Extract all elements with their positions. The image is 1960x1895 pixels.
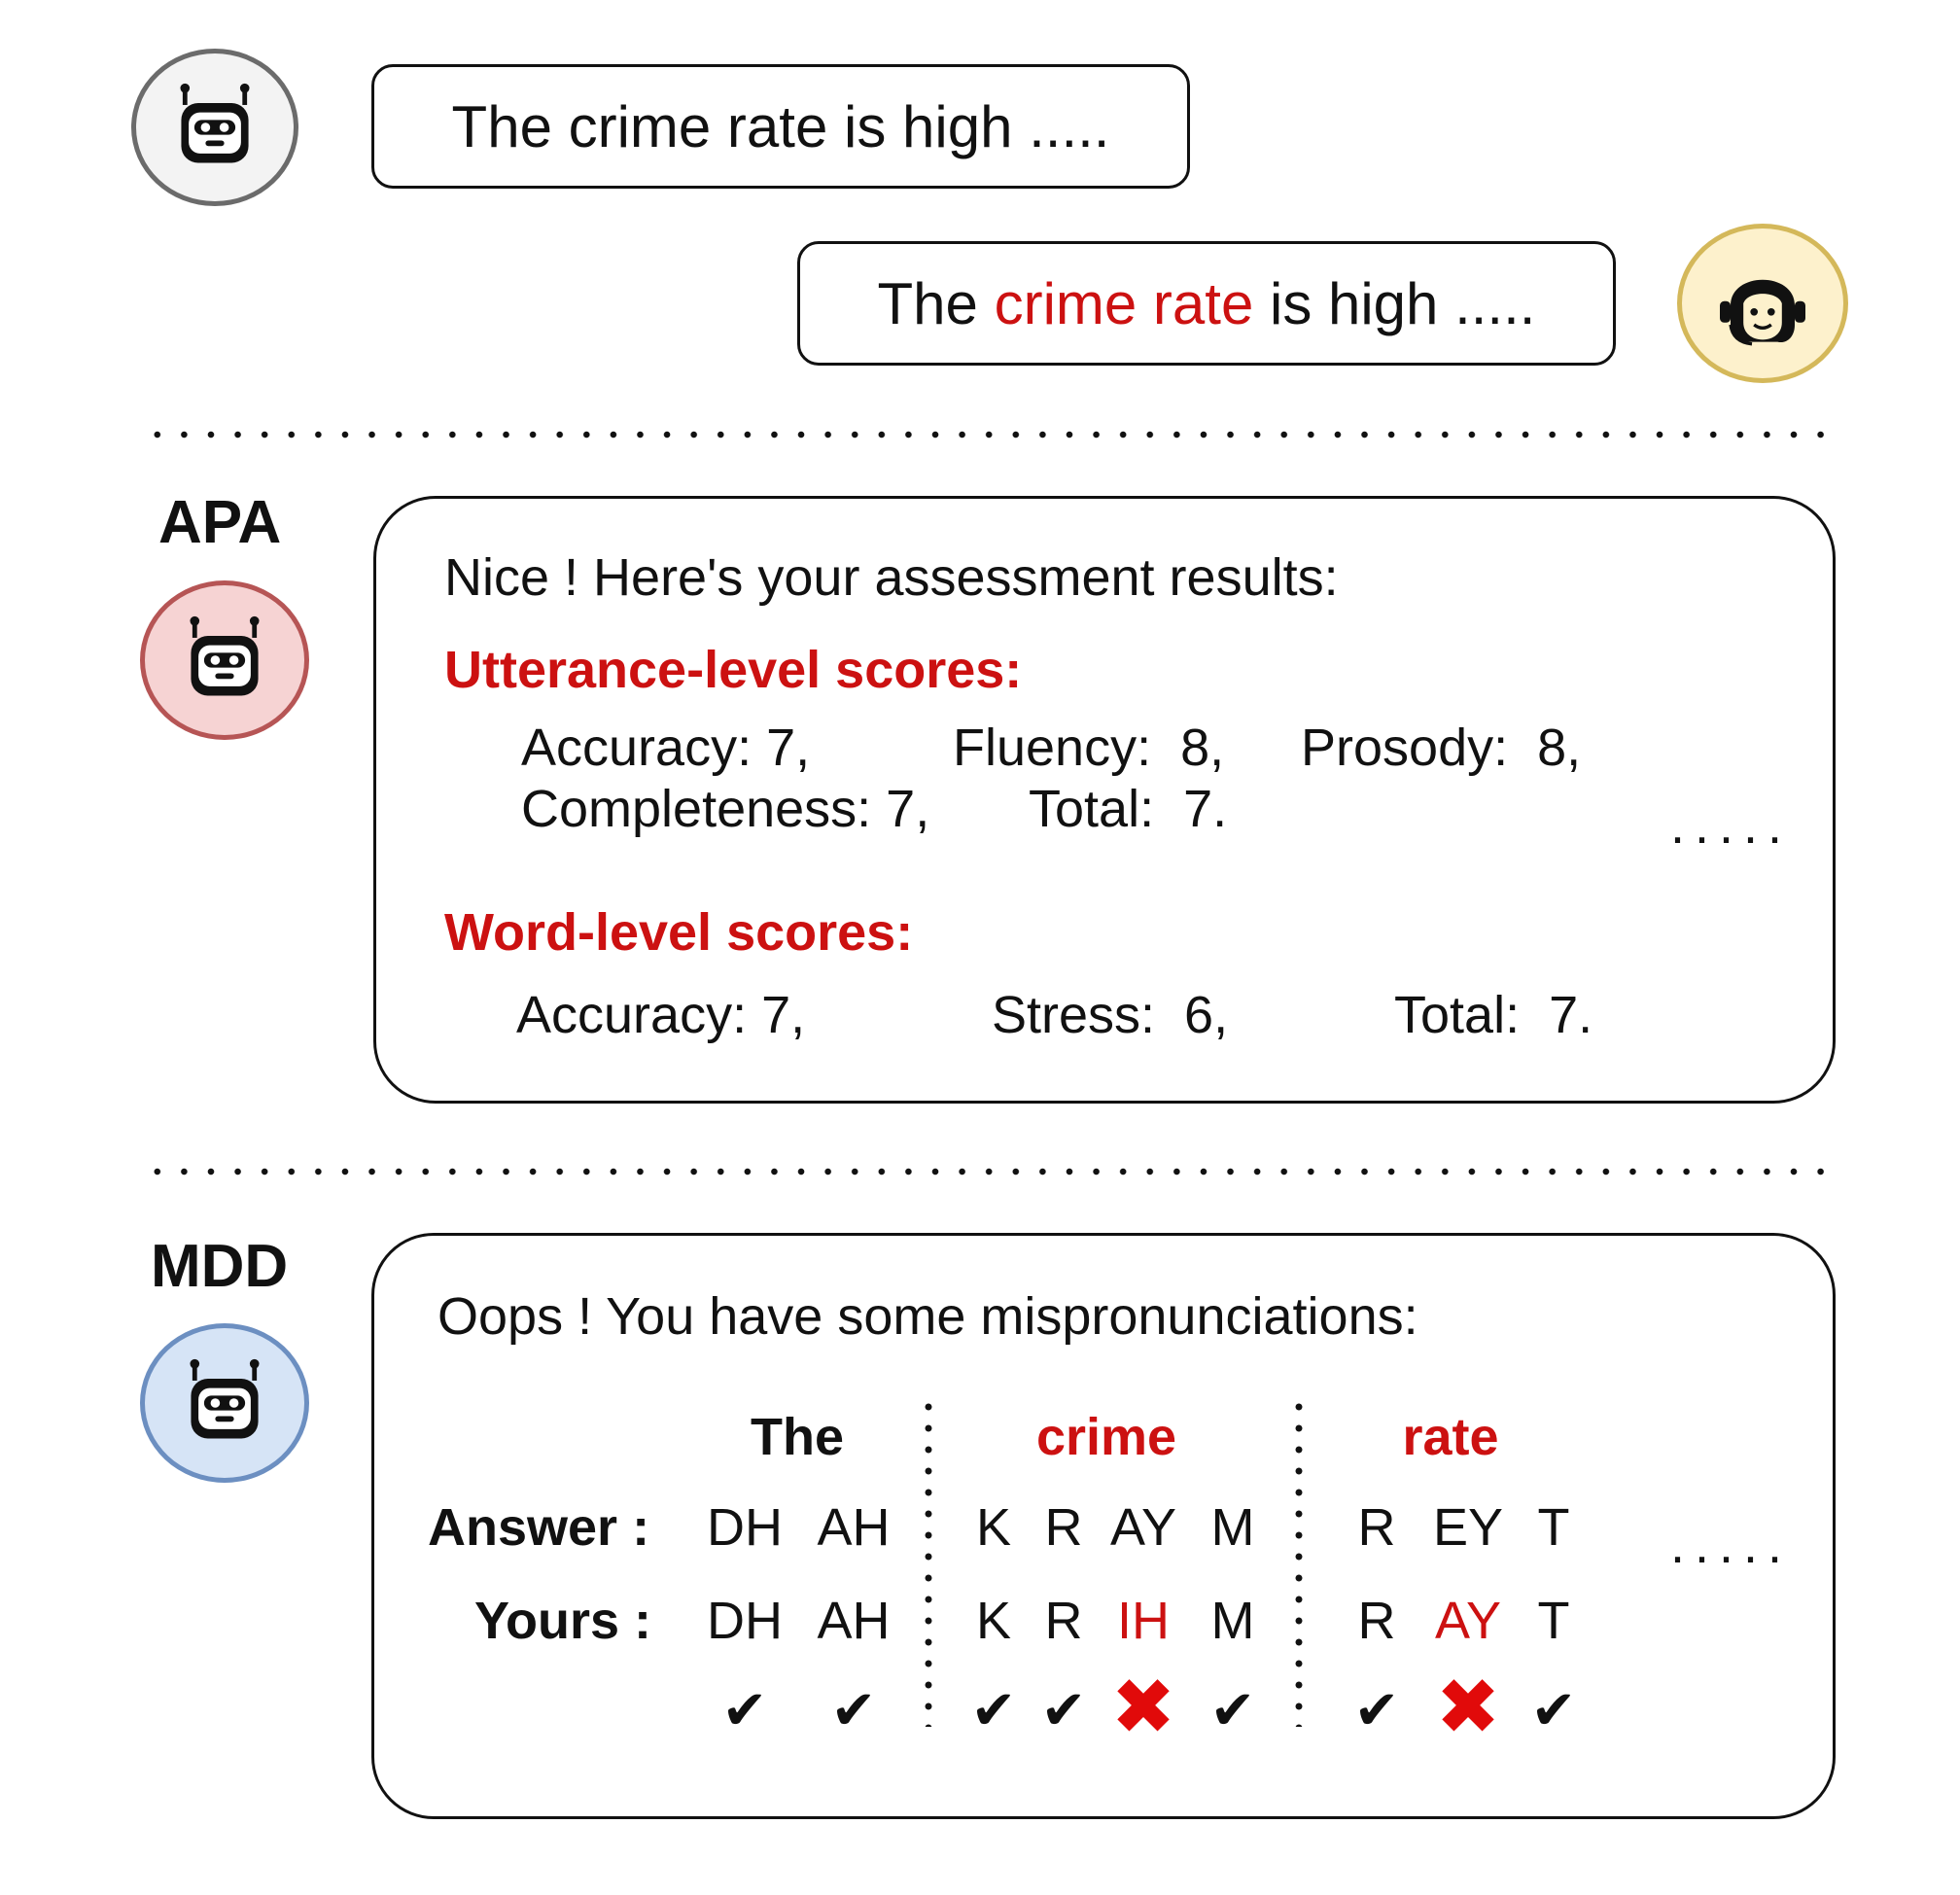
robot-icon [168, 81, 262, 174]
check-icon: ✔ [970, 1679, 1017, 1740]
utterance-total: Total: 7. [1029, 780, 1228, 838]
utterance-completeness: Completeness: 7, [521, 780, 930, 838]
word-total: Total: 7. [1394, 986, 1593, 1044]
your-phoneme: K [975, 1592, 1012, 1650]
mdd-row-label-yours: Yours : [474, 1592, 652, 1650]
answer-phoneme: R [1044, 1498, 1083, 1557]
mdd-more-ellipsis: ..... [1670, 1516, 1793, 1574]
answer-phoneme: AH [817, 1498, 891, 1557]
answer-phoneme: T [1537, 1498, 1570, 1557]
cross-icon: ✖ [1435, 1664, 1501, 1750]
mdd-label: MDD [151, 1233, 289, 1300]
user-headset-icon [1709, 250, 1816, 357]
utterance-more-ellipsis: ..... [1670, 796, 1793, 855]
mdd-word-crime: crime [1035, 1408, 1177, 1466]
user-message-bubble [797, 241, 1616, 366]
user-message-highlight: crime rate [994, 270, 1254, 336]
answer-phoneme: AY [1109, 1498, 1177, 1557]
your-phoneme: T [1537, 1592, 1570, 1650]
section-divider [144, 1168, 1832, 1176]
your-phoneme: DH [707, 1592, 783, 1650]
robot-icon [178, 1356, 271, 1450]
mdd-word-rate: rate [1402, 1408, 1499, 1466]
mdd-bot-avatar [140, 1323, 309, 1483]
user-message-suffix: is high ..... [1253, 270, 1536, 336]
answer-phoneme: R [1357, 1498, 1396, 1557]
answer-phoneme: DH [707, 1498, 783, 1557]
apa-intro-text: Nice ! Here's your assessment results: [444, 548, 1339, 607]
bot-message-bubble [371, 64, 1190, 189]
your-phoneme: AY [1434, 1592, 1502, 1650]
answer-phoneme: M [1210, 1498, 1255, 1557]
word-column-divider [1295, 1396, 1303, 1727]
cross-icon: ✖ [1110, 1664, 1176, 1750]
word-level-heading: Word-level scores: [444, 903, 914, 962]
your-phoneme: R [1357, 1592, 1396, 1650]
your-phoneme: M [1210, 1592, 1255, 1650]
your-phoneme: R [1044, 1592, 1083, 1650]
apa-label: APA [158, 489, 282, 556]
apa-bot-avatar [140, 580, 309, 740]
check-icon: ✔ [1530, 1679, 1577, 1740]
answer-phoneme: EY [1432, 1498, 1504, 1557]
mdd-intro-text: Oops ! You have some mispronunciations: [438, 1287, 1418, 1346]
word-stress: Stress: 6, [992, 986, 1229, 1044]
utterance-level-heading: Utterance-level scores: [444, 641, 1023, 699]
mdd-word-the: The [750, 1408, 844, 1466]
mdd-row-label-answer: Answer : [428, 1498, 650, 1557]
check-icon: ✔ [721, 1679, 768, 1740]
check-icon: ✔ [1353, 1679, 1400, 1740]
your-phoneme: IH [1117, 1592, 1170, 1650]
check-icon: ✔ [830, 1679, 877, 1740]
user-message-text [878, 270, 1536, 337]
bot-message-text: The crime rate is high ..... [451, 93, 1110, 159]
utterance-prosody: Prosody: 8, [1301, 719, 1582, 777]
robot-icon [178, 614, 271, 707]
check-icon: ✔ [1040, 1679, 1087, 1740]
utterance-accuracy: Accuracy: 7, [521, 719, 811, 777]
user-avatar [1677, 224, 1848, 383]
answer-phoneme: K [975, 1498, 1012, 1557]
word-accuracy: Accuracy: 7, [516, 986, 806, 1044]
check-icon: ✔ [1209, 1679, 1256, 1740]
bot-avatar [131, 49, 298, 206]
utterance-fluency: Fluency: 8, [953, 719, 1225, 777]
section-divider [144, 431, 1832, 439]
user-message-prefix: The [877, 270, 995, 336]
your-phoneme: AH [817, 1592, 891, 1650]
